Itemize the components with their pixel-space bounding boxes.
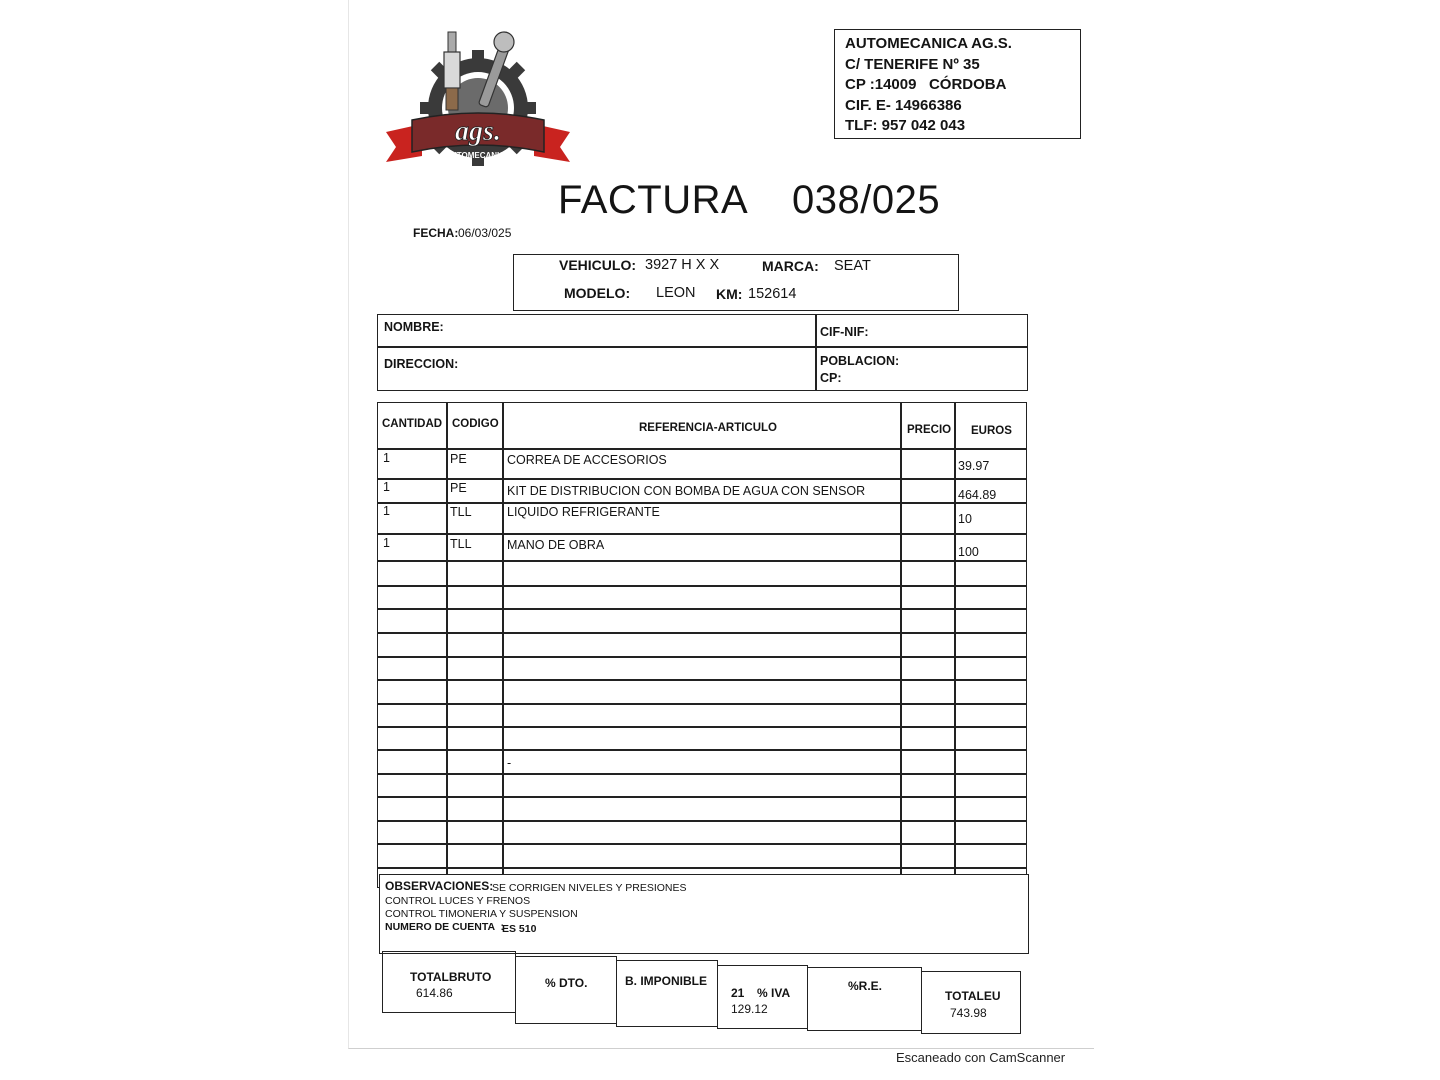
- observaciones-line-1: SE CORRIGEN NIVELES Y PRESIONES: [492, 882, 687, 894]
- recargo-box: [807, 967, 922, 1031]
- cp-label: CP:: [820, 371, 842, 385]
- col-precio: PRECIO: [907, 424, 952, 436]
- invoice-number: 038/025: [792, 178, 941, 222]
- col-codigo: CODIGO: [452, 418, 499, 430]
- company-name: AUTOMECANICA AG.S.: [845, 35, 1012, 52]
- table-row-rule: [377, 656, 1027, 658]
- observaciones-line-2: CONTROL LUCES Y FRENOS: [385, 895, 531, 907]
- col-referencia: REFERENCIA-ARTICULO: [639, 422, 777, 434]
- numero-cuenta-value: ES 510: [502, 923, 537, 935]
- table-row-rule: [377, 632, 1027, 634]
- observaciones-line-3: CONTROL TIMONERIA Y SUSPENSION: [385, 908, 578, 920]
- table-row-rule: [377, 703, 1027, 705]
- poblacion-label: POBLACION:: [820, 354, 900, 368]
- table-row-3-codigo: TLL: [450, 505, 472, 519]
- total-bruto-value: 614.86: [416, 986, 453, 1000]
- table-row-rule: [377, 533, 1027, 535]
- marca-value: SEAT: [834, 258, 871, 274]
- table-row-3-cantidad: 1: [383, 504, 390, 518]
- table-row-rule: [377, 448, 1027, 450]
- table-row-3-referencia: LIQUIDO REFRIGERANTE: [507, 505, 660, 519]
- table-row-2-euros: 464.89: [958, 488, 997, 502]
- table-row-rule: [377, 502, 1027, 504]
- logo-subtext: AUTOMECANICA: [445, 151, 511, 160]
- table-row-rule: [377, 560, 1027, 562]
- vehiculo-label: VEHICULO:: [559, 257, 636, 273]
- descuento-label: % DTO.: [545, 976, 588, 990]
- date-value: 06/03/025: [458, 226, 512, 240]
- items-table: [377, 402, 1027, 888]
- table-row-1-euros: 39.97: [958, 459, 990, 473]
- table-row-rule: [377, 796, 1027, 798]
- logo-text: ags.: [455, 116, 501, 147]
- total-euros-label: TOTALEU: [945, 989, 1001, 1003]
- table-row-rule: [377, 478, 1027, 480]
- observaciones-label: OBSERVACIONES:: [385, 879, 494, 893]
- total-bruto-label: TOTALBRUTO: [410, 970, 492, 984]
- table-row-4-cantidad: 1: [383, 536, 390, 550]
- table-row-rule: [377, 867, 1027, 869]
- table-row-rule: [377, 773, 1027, 775]
- modelo-label: MODELO:: [564, 285, 631, 301]
- company-address-box: [834, 29, 1081, 139]
- table-row-2-codigo: PE: [450, 481, 467, 495]
- company-phone: TLF: 957 042 043: [845, 117, 966, 134]
- table-row-rule: [377, 608, 1027, 610]
- descuento-box: [515, 956, 617, 1024]
- marca-label: MARCA:: [762, 258, 819, 274]
- total-euros-value: 743.98: [950, 1006, 987, 1020]
- company-logo: [382, 28, 574, 173]
- company-street: C/ TENERIFE Nº 35: [845, 55, 980, 73]
- table-row-4-euros: 100: [958, 545, 979, 559]
- table-row-rule: [377, 726, 1027, 728]
- table-row-1-codigo: PE: [450, 452, 467, 466]
- table-row-rule: [377, 749, 1027, 751]
- table-row-rule: [377, 820, 1027, 822]
- km-label: KM:: [716, 286, 743, 302]
- table-row-4-referencia: MANO DE OBRA: [507, 538, 605, 552]
- client-box: [377, 314, 1028, 391]
- table-row-4-codigo: TLL: [450, 537, 472, 551]
- recargo-label: %R.E.: [848, 979, 883, 993]
- table-row-2-referencia: KIT DE DISTRIBUCION CON BOMBA DE AGUA CON SENSOR: [507, 484, 866, 498]
- direccion-label: DIRECCION:: [384, 357, 459, 371]
- iva-rate: 21: [731, 986, 745, 1000]
- modelo-value: LEON: [656, 285, 696, 301]
- km-value: 152614: [748, 286, 797, 302]
- invoice-title: FACTURA: [558, 178, 749, 222]
- iva-label: % IVA: [757, 986, 791, 1000]
- company-city: CP :14009 CÓRDOBA: [845, 76, 1007, 93]
- base-imponible-box: [616, 960, 718, 1027]
- iva-value: 129.12: [731, 1002, 768, 1016]
- table-row-2-cantidad: 1: [383, 480, 390, 494]
- company-cif: CIF. E- 14966386: [845, 96, 962, 114]
- table-row-rule: [377, 679, 1027, 681]
- dash-mark: -: [507, 756, 512, 770]
- table-row-1-referencia: CORREA DE ACCESORIOS: [507, 453, 667, 467]
- table-row-3-euros: 10: [958, 512, 972, 526]
- base-imponible-label: B. IMPONIBLE: [625, 974, 708, 988]
- nombre-label: NOMBRE:: [384, 320, 444, 334]
- table-row-rule: [377, 843, 1027, 845]
- date-label: FECHA:: [413, 226, 459, 240]
- table-row-rule: [377, 585, 1027, 587]
- scanner-watermark: Escaneado con CamScanner: [896, 1050, 1066, 1065]
- col-cantidad: CANTIDAD: [382, 418, 443, 430]
- numero-cuenta-label: NUMERO DE CUENTA :: [385, 921, 504, 933]
- cif-nif-label: CIF-NIF:: [820, 325, 869, 339]
- vehiculo-value: 3927 H X X: [645, 257, 720, 273]
- col-euros: EUROS: [971, 425, 1012, 437]
- table-row-1-cantidad: 1: [383, 451, 390, 465]
